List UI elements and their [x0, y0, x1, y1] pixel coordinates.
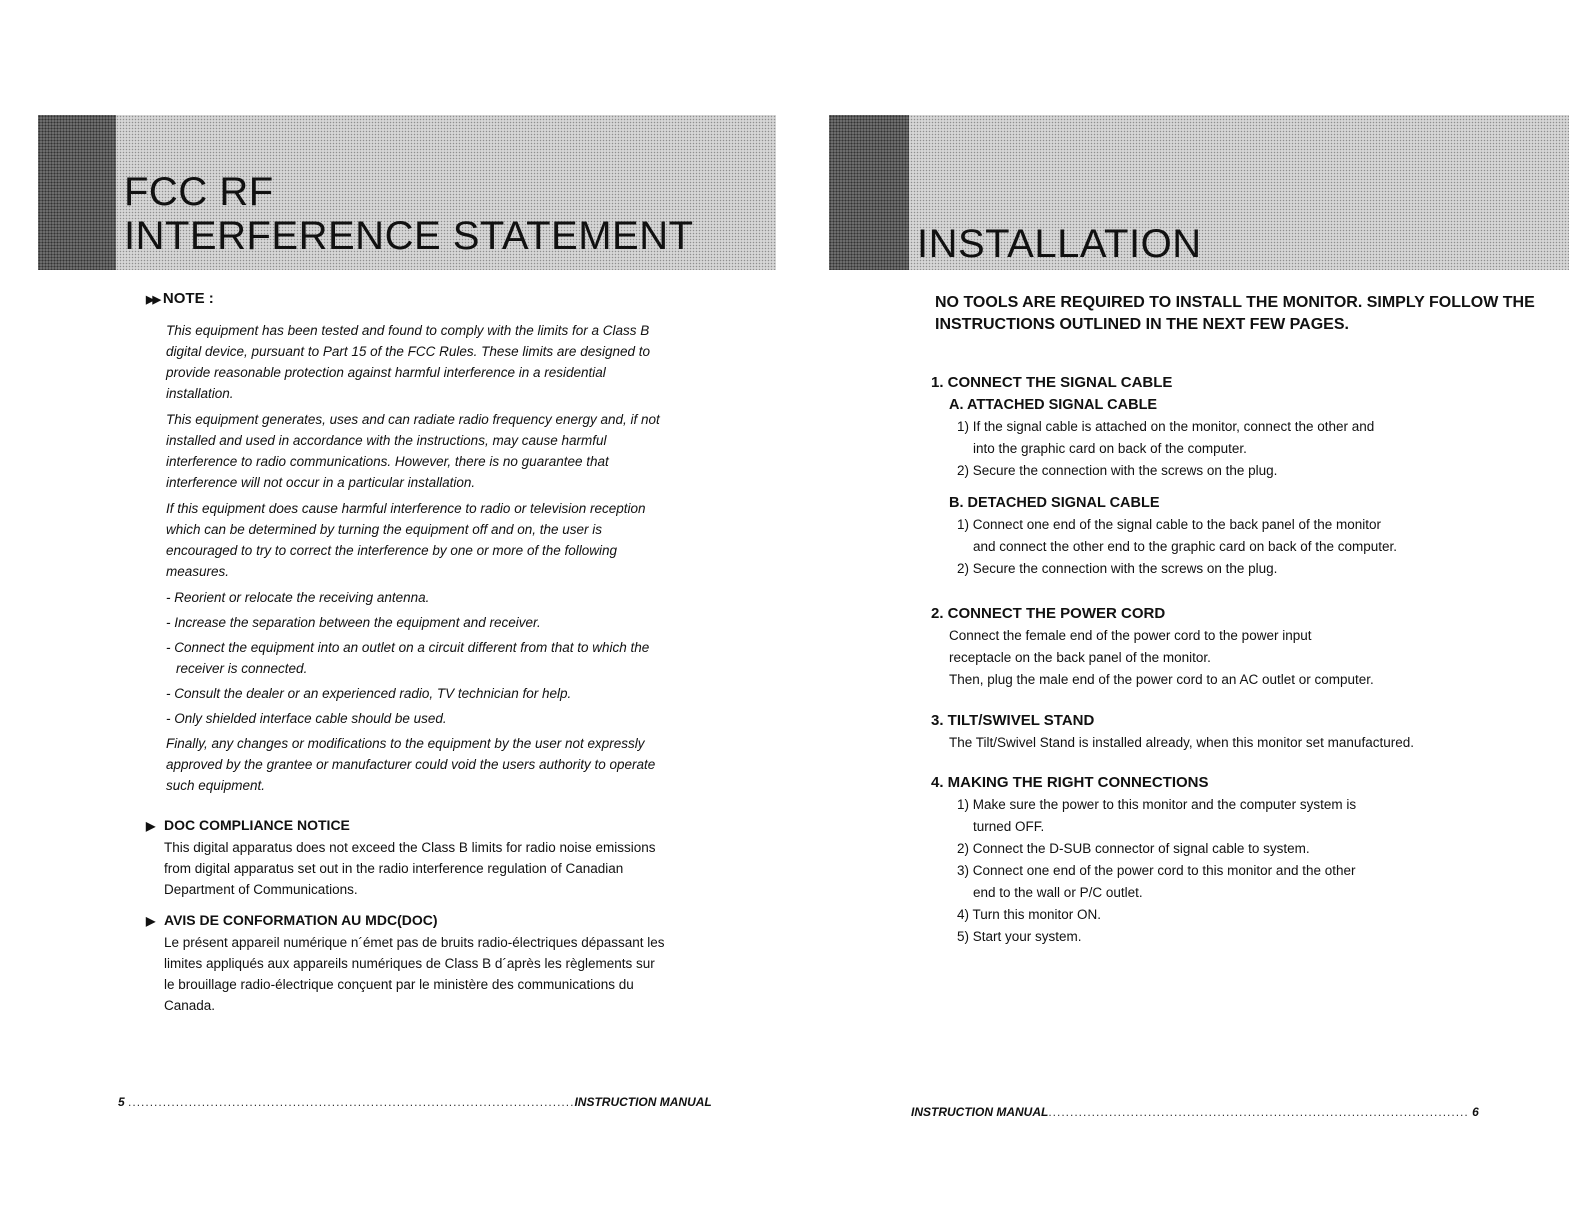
text-line: Connect the female end of the power cord to the power input [949, 628, 1312, 643]
doc-notice-title: DOC COMPLIANCE NOTICE [164, 817, 350, 833]
doc-notice-body: This digital apparatus does not exceed the Class B limits for radio noise emissions from digital apparatus set out in the radio interference regulation of Canadian Department of Communications. [164, 840, 656, 897]
section-tilt-swivel [931, 710, 1531, 754]
list-item: 2) Connect the D-SUB connector of signal cable to system. [957, 841, 1310, 856]
text-line: receptacle on the back panel of the monitor. [949, 650, 1211, 665]
list-item: 4) Turn this monitor ON. [957, 907, 1102, 922]
page-number: 6 [1472, 1105, 1479, 1119]
triangle-bullet-icon: ▶ [146, 914, 156, 928]
page-title [124, 170, 694, 258]
section-heading: 1. CONNECT THE SIGNAL CABLE [931, 374, 1173, 391]
avis-title: AVIS DE CONFORMATION AU MDC(DOC) [164, 912, 438, 928]
avis-notice [146, 910, 666, 1016]
triangle-bullet-icon: ▶ [146, 819, 156, 833]
doc-compliance-notice [146, 815, 666, 900]
banner-dark-block [38, 115, 116, 270]
subsection-heading: B. DETACHED SIGNAL CABLE [949, 495, 1160, 511]
closing-paragraph: Finally, any changes or modifications to the equipment by the user not expressly approved by the grantee or manufacturer could void the users authority to operate such equipment. [166, 736, 656, 793]
section-heading: 2. CONNECT THE POWER CORD [931, 605, 1166, 622]
list-item: - Reorient or relocate the receiving antenna. [166, 590, 430, 605]
note-heading [146, 290, 214, 307]
page-number: 5 [118, 1095, 125, 1109]
double-arrow-icon: ▶▶ [146, 294, 159, 306]
list-item: 3) Connect one end of the power cord to this monitor and the other end to the wall or P/C outlet. [957, 863, 1356, 900]
paragraph: If this equipment does cause harmful interference to radio or television reception which can be determined by turning the equipment off and on, the user is encouraged to try to correct the interference by one or more of the following measures. [166, 501, 646, 579]
left-footer [118, 1095, 712, 1109]
subsection-heading: A. ATTACHED SIGNAL CABLE [949, 397, 1158, 413]
section-power-cord [931, 603, 1531, 691]
list-item: 1) Make sure the power to this monitor and the computer system is turned OFF. [957, 797, 1357, 834]
paragraph: This equipment has been tested and found to comply with the limits for a Class B digital device, pursuant to Part 15 of the FCC Rules. These limits are designed to provide reasonable protection against harmful interference in a residential installation. [166, 323, 650, 401]
list-item: 2) Secure the connection with the screws on the plug. [957, 561, 1278, 576]
intro-text: NO TOOLS ARE REQUIRED TO INSTALL THE MONITOR. SIMPLY FOLLOW THE INSTRUCTIONS OUTLINED IN THE NEXT FEW PAGES. [935, 294, 1535, 333]
page-title: INSTALLATION [917, 222, 1202, 266]
text-line: Then, plug the male end of the power cord to an AC outlet or computer. [949, 672, 1374, 687]
list-item: 2) Secure the connection with the screws on the plug. [957, 463, 1278, 478]
list-item: 5) Start your system. [957, 929, 1082, 944]
right-page [791, 0, 1582, 1224]
title-line-1: FCC RF [124, 170, 274, 214]
list-item: 1) If the signal cable is attached on the monitor, connect the other and into the graphic card on back of the computer. [957, 419, 1375, 456]
list-item: - Increase the separation between the equipment and receiver. [166, 615, 541, 630]
list-item: - Only shielded interface cable should be used. [166, 711, 447, 726]
list-item: - Consult the dealer or an experienced radio, TV technician for help. [166, 686, 572, 701]
section-connections [931, 772, 1531, 948]
list-item: 1) Connect one end of the signal cable to the back panel of the monitor and connect the other end to the graphic card on back of the computer. [957, 517, 1398, 554]
left-header-banner [38, 115, 776, 270]
note-label: NOTE : [162, 290, 214, 307]
section-heading: 4. MAKING THE RIGHT CONNECTIONS [931, 774, 1209, 791]
leader-dots: ................................................................................................. [1048, 1105, 1469, 1119]
right-footer [911, 1105, 1479, 1119]
title-line-2: INTERFERENCE STATEMENT [124, 214, 694, 258]
avis-body: Le présent appareil numérique n´émet pas de bruits radio-électriques dépassant les limites appliqués aux appareils numériques de Class B d´après les règlements sur le brouillage radio-électrique conçuent par le ministère des communications du Canada. [164, 935, 665, 1013]
paragraph: This equipment generates, uses and can radiate radio frequency energy and, if not installed and used in accordance with the instructions, may cause harmful interference to radio communications. However, there is no guarantee that interference will not occur in a particular installation. [166, 412, 660, 490]
section-heading: 3. TILT/SWIVEL STAND [931, 712, 1095, 729]
footer-label: INSTRUCTION MANUAL [574, 1095, 712, 1109]
text-line: The Tilt/Swivel Stand is installed already, when this monitor set manufactured. [949, 735, 1414, 750]
section-signal-cable [931, 372, 1531, 580]
leader-dots: ....................................................................................................... [128, 1095, 575, 1109]
note-body [166, 320, 666, 801]
list-item: - Connect the equipment into an outlet on a circuit different from that to which the receiver is connected. [166, 640, 650, 676]
footer-label: INSTRUCTION MANUAL [911, 1105, 1049, 1119]
banner-dark-block [829, 115, 909, 270]
